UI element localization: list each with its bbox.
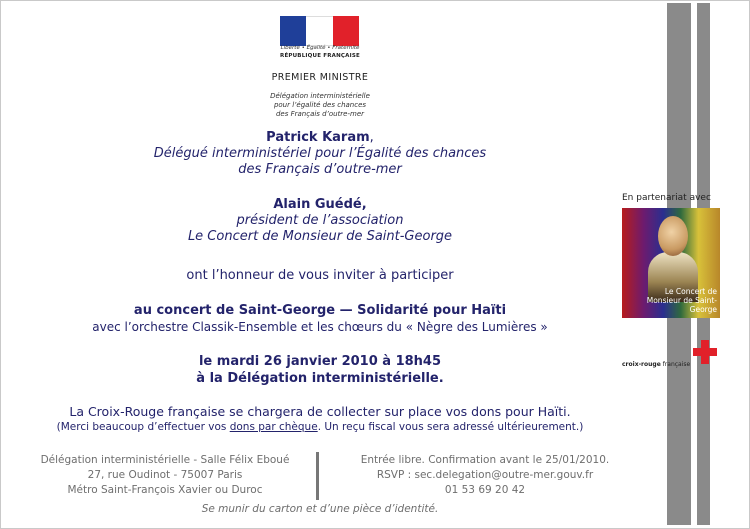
red-cross-label: croix-rouge française — [622, 361, 691, 368]
delegation-title: Délégation interministérielle pour l’égalité des chances des Français d’outre-mer — [270, 92, 370, 118]
republic-name: RÉPUBLIQUE FRANÇAISE — [280, 53, 360, 59]
contact-block — [325, 453, 645, 498]
donation-cheque-link: dons par chèque — [229, 421, 318, 433]
event-date: le mardi 26 janvier 2010 à 18h45 — [198, 354, 442, 369]
contact-line-1: Entrée libre. Confirmation avant le 25/01/2010. — [360, 454, 610, 466]
french-flag-logo — [280, 16, 359, 46]
invitation-text: ont l’honneur de vous inviter à participer — [186, 268, 454, 283]
host1-role-1: Délégué interministériel pour l’Égalité des chances — [153, 146, 487, 161]
host1-name: Patrick Karam — [266, 130, 370, 145]
address-block — [15, 453, 315, 498]
address-line-1: Délégation interministérielle - Salle Félix Eboué — [40, 454, 290, 466]
host1-role-2: des Français d’outre-mer — [238, 162, 402, 177]
event-title: au concert de Saint-George — Solidarité pour Haïti — [133, 303, 507, 318]
address-line-3: Métro Saint-François Xavier ou Duroc — [67, 484, 263, 496]
contact-phone: 01 53 69 20 42 — [444, 484, 526, 496]
address-line-2: 27, rue Oudinot - 75007 Paris — [87, 469, 243, 481]
concert-image-caption: Le Concert de Monsieur de Saint-George — [646, 287, 717, 314]
red-cross-icon-bar — [693, 348, 717, 356]
event-subtitle: avec l’orchestre Classik-Ensemble et les chœurs du « Nègre des Lumières » — [92, 320, 548, 334]
concert-association-image — [622, 208, 720, 318]
donation-note: (Merci beaucoup d’effectuer vos dons par chèque. Un reçu fiscal vous sera adressé ultérieurement.) — [56, 421, 584, 433]
host1-block: Patrick Karam, Délégué interministériel pour l’Égalité des chances des Français d’outre-mer — [60, 130, 580, 177]
republic-motto: Liberté • Égalité • Fraternité — [280, 45, 360, 51]
contact-rsvp: RSVP : sec.delegation@outre-mer.gouv.fr — [376, 469, 594, 481]
footer-note: Se munir du carton et d’une pièce d’identité. — [201, 503, 439, 515]
ministry-title: PREMIER MINISTRE — [271, 72, 369, 83]
host2-role-2: Le Concert de Monsieur de Saint-George — [187, 229, 453, 244]
host2-name: Alain Guédé, — [273, 197, 367, 212]
footer-divider — [316, 452, 319, 500]
host2-block — [60, 197, 580, 244]
host2-role-1: président de l’association — [236, 213, 404, 228]
partner-label: En partenariat avec — [622, 193, 711, 203]
donation-main: La Croix-Rouge française se chargera de collecter sur place vos dons pour Haïti. — [69, 404, 571, 419]
event-place: à la Délégation interministérielle. — [196, 371, 444, 386]
